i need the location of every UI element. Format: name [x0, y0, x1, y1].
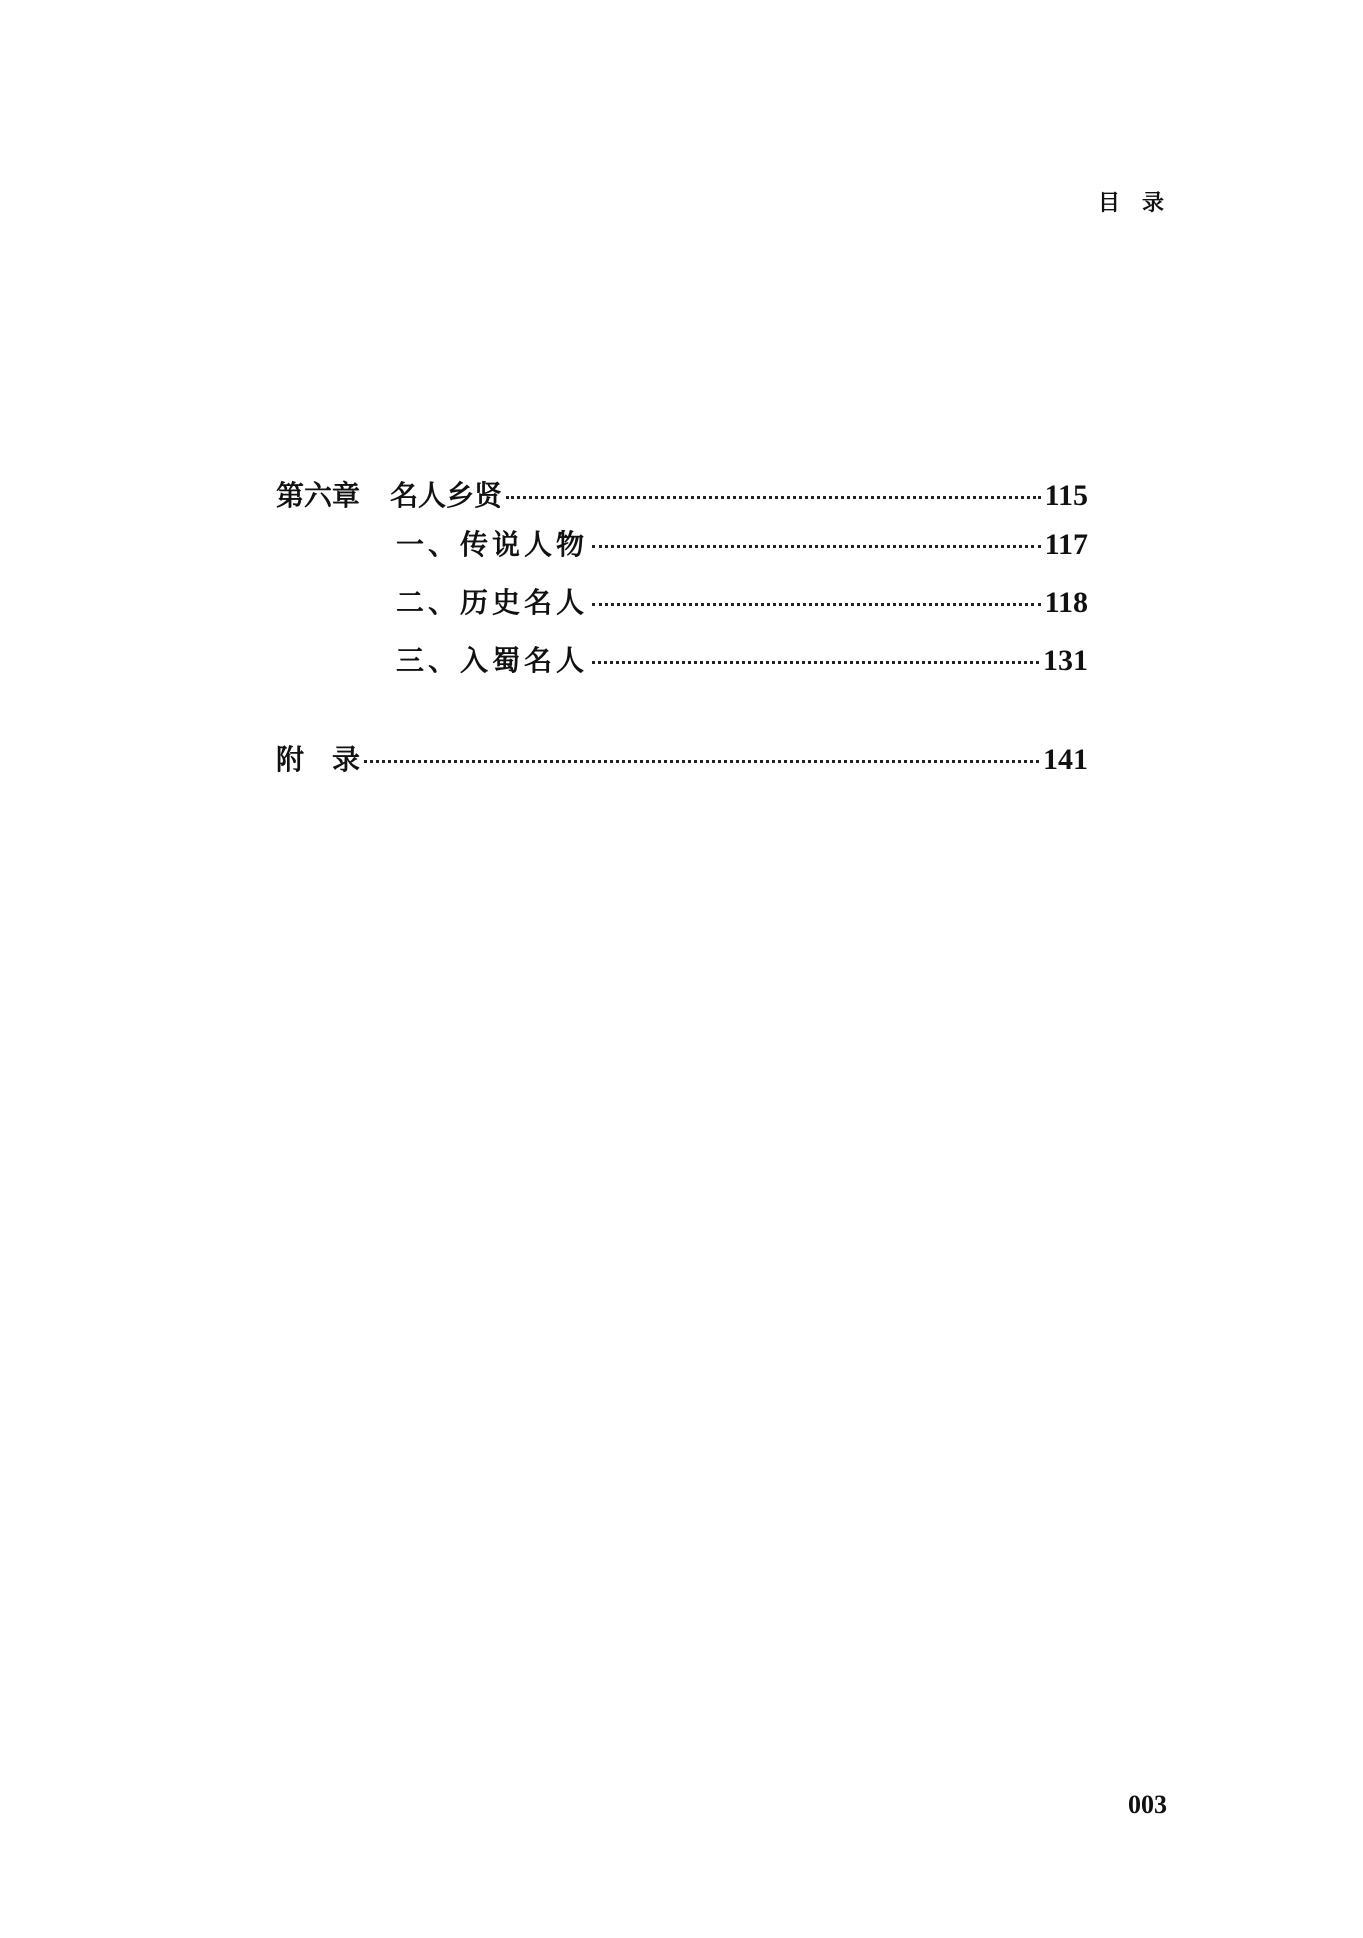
toc-appendix-entry[interactable] [276, 740, 1088, 780]
toc-section-entry[interactable] [276, 574, 1088, 632]
dot-leader [592, 603, 1041, 606]
appendix-char-1: 附 [276, 743, 305, 776]
appendix-char-2: 录 [332, 743, 361, 776]
chapter-title: 名人乡贤 [390, 479, 503, 512]
page-number-footer: 003 [1128, 1790, 1167, 1819]
chapter-page-number: 115 [1044, 479, 1088, 512]
dot-leader [364, 760, 1039, 763]
section-label: 一、传说人物 [396, 528, 589, 561]
section-page-number: 118 [1044, 586, 1088, 619]
section-label: 三、入蜀名人 [396, 644, 589, 677]
toc-section-entry[interactable] [276, 632, 1088, 690]
chapter-number: 第六章 [276, 479, 361, 512]
dot-leader [592, 545, 1041, 548]
table-of-contents [276, 476, 1088, 780]
running-header [1098, 186, 1164, 217]
section-page-number: 131 [1043, 644, 1088, 677]
running-header-char-1: 目 [1098, 190, 1121, 216]
section-label: 二、历史名人 [396, 586, 589, 619]
dot-leader [592, 661, 1039, 664]
toc-section-entry[interactable] [276, 516, 1088, 574]
section-page-number: 117 [1044, 528, 1088, 561]
appendix-page-number: 141 [1043, 743, 1088, 776]
running-header-char-2: 录 [1142, 190, 1165, 216]
toc-chapter-entry[interactable] [276, 476, 1088, 516]
dot-leader [506, 496, 1041, 499]
